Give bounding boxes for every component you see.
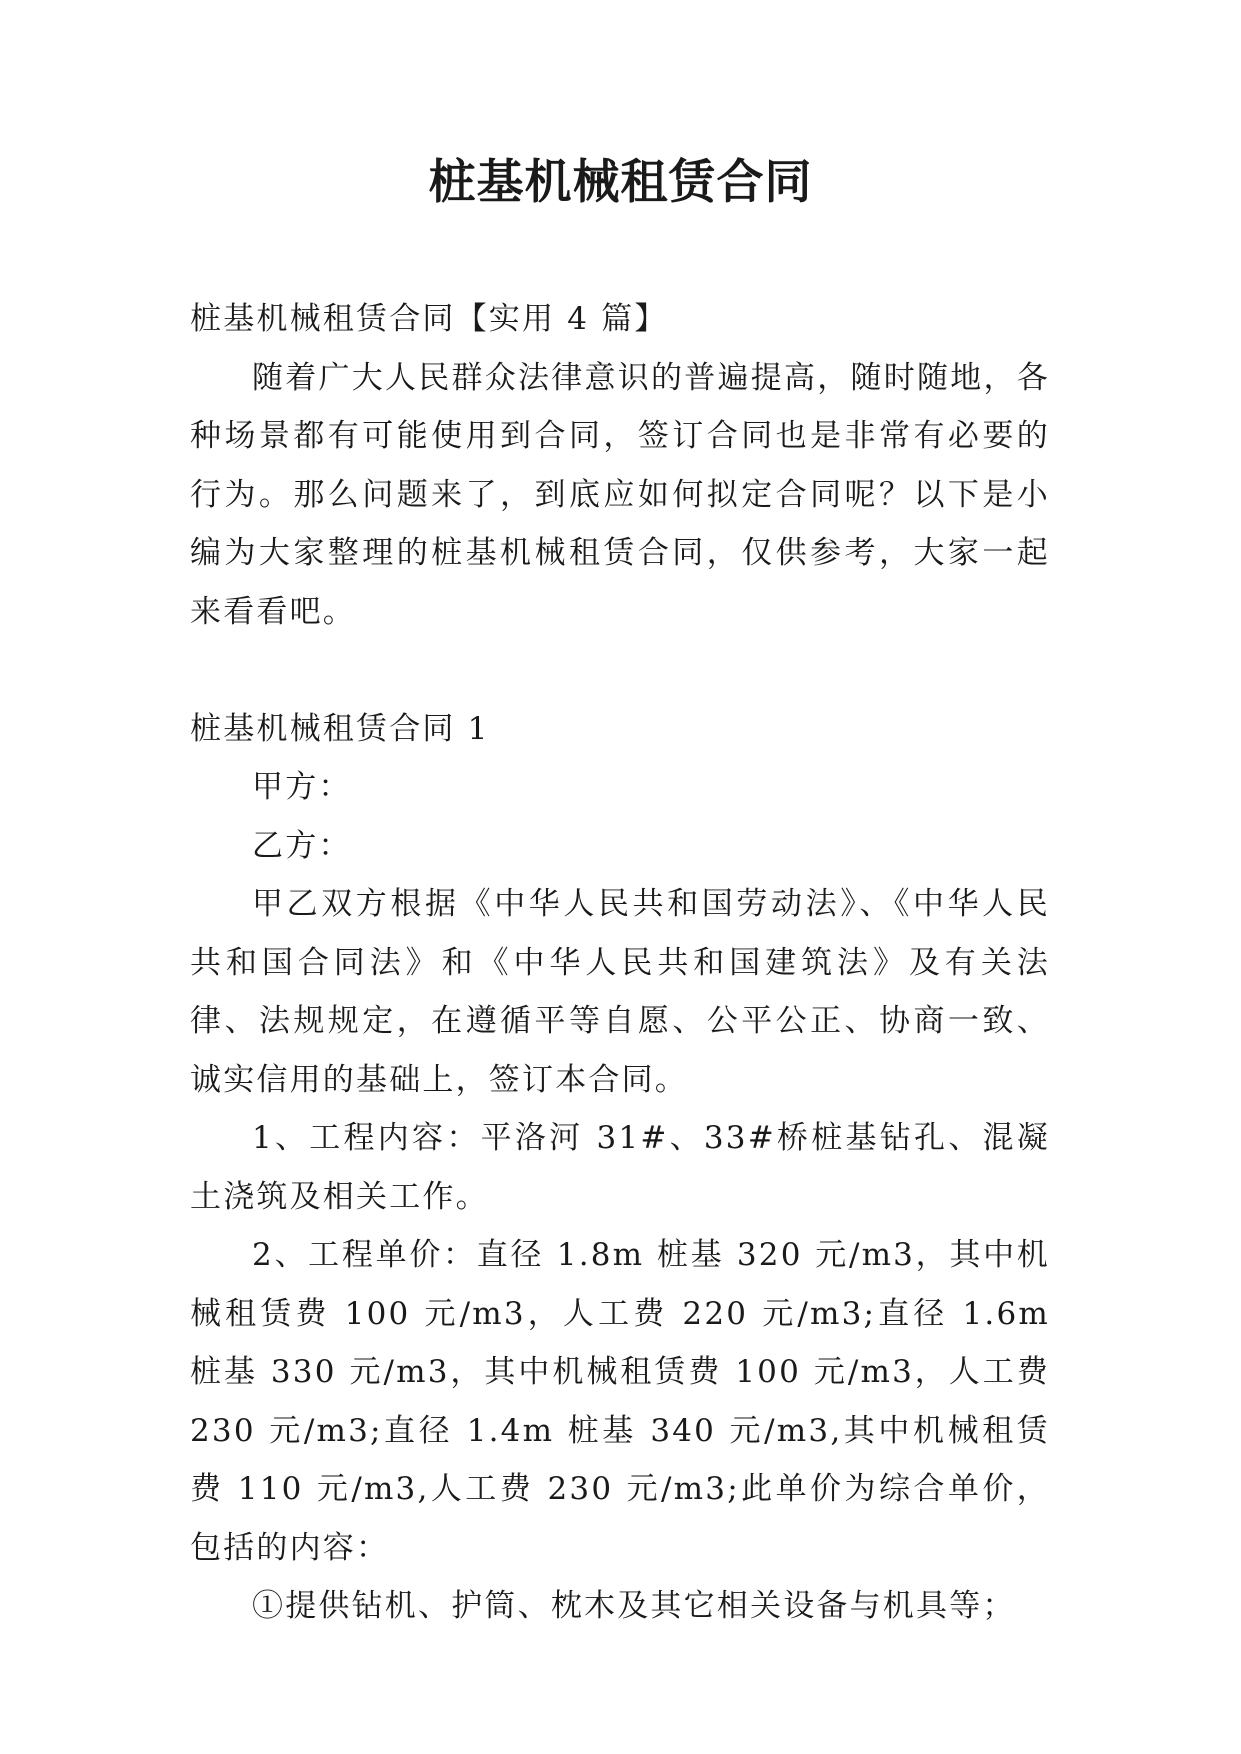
party-b-line: 乙方：	[252, 827, 352, 864]
paragraph-gap	[190, 641, 1050, 700]
document-body	[190, 290, 1050, 1636]
document-subtitle: 桩基机械租赁合同【实用 4 篇】	[190, 301, 668, 337]
clause-2-item-1: ①提供钻机、护筒、枕木及其它相关设备与机具等；	[252, 1588, 1016, 1624]
party-a-line: 甲方：	[252, 769, 352, 805]
clause-1: 1、工程内容：平洛河 31#、33#桥桩基钻孔、混凝土浇筑及相关工作。	[190, 1120, 1050, 1215]
intro-paragraph: 随着广大人民群众法律意识的普遍提高，随时随地，各种场景都有可能使用到合同，签订合同也是非常有必要的行为。那么问题来了，到底应如何拟定合同呢？以下是小编为大家整理的桩基机械租赁合同，仅供参考，大家一起来看看吧。	[190, 359, 1050, 630]
document-title: 桩基机械租赁合同	[428, 155, 813, 210]
clause-2: 2、工程单价：直径 1.8m 桩基 320 元/m3，其中机械租赁费 100 元/m3，人工费 220 元/m3;直径 1.6m 桩基 330 元/m3，其中机械租赁费 100 元/m3，人工费 230 元/m3;直径 1.4m 桩基 340 元/m3,其中机械租赁费 110 元/m3,人工费 230 元/m3;此单价为综合单价，包括的内容：	[190, 1237, 1050, 1566]
preamble-paragraph: 甲乙双方根据《中华人民共和国劳动法》、《中华人民共和国合同法》和《中华人民共和国建筑法》及有关法律、法规规定，在遵循平等自愿、公平公正、协商一致、诚实信用的基础上，签订本合同。	[190, 886, 1050, 1098]
section-heading: 桩基机械租赁合同 1	[190, 710, 490, 747]
